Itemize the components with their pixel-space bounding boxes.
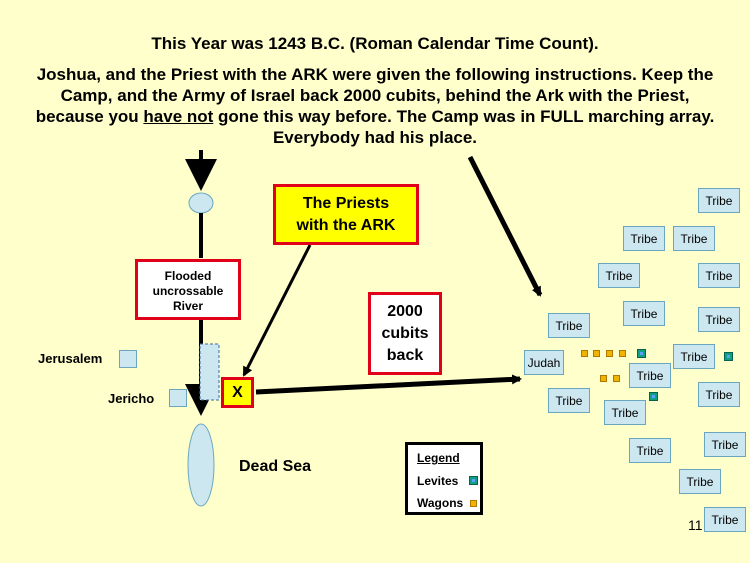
wagon-marker xyxy=(581,350,588,357)
river-source-lake xyxy=(189,193,213,213)
instructions-underlined: have not xyxy=(143,107,214,126)
ark-position-marker: X xyxy=(221,377,254,408)
river-line-2: uncrossable xyxy=(152,284,224,298)
tribe-box: Tribe xyxy=(679,469,721,494)
camp-pointer-arrow xyxy=(470,157,540,295)
levite-marker xyxy=(649,392,658,401)
dead-sea-label: Dead Sea xyxy=(239,458,312,475)
tribe-box: Tribe xyxy=(548,388,590,413)
levite-marker xyxy=(724,352,733,361)
crossing-area xyxy=(200,344,219,400)
jerusalem-marker xyxy=(119,350,137,368)
dead-sea-shape xyxy=(188,424,214,506)
tribe-box: Tribe xyxy=(698,188,740,213)
wagon-marker xyxy=(606,350,613,357)
cubits-back-box xyxy=(368,292,442,375)
tribe-box: Tribe xyxy=(704,507,746,532)
jerusalem-label: Jerusalem xyxy=(38,351,103,366)
instructions-text-2: gone this way before. The Camp was in FULL marching array. Everybody had his place. xyxy=(213,107,715,147)
tribe-box: Tribe xyxy=(598,263,640,288)
jericho-label: Jericho xyxy=(108,391,155,406)
priests-arrow xyxy=(244,245,310,375)
cubits-line-3: back xyxy=(386,347,424,364)
tribe-box: Tribe xyxy=(548,313,590,338)
legend-wagon-swatch xyxy=(470,500,477,507)
instructions-text-1: Joshua, and the Priest with the ARK were given the following instructions. Keep the Camp, and the Army of Israel back 2000 cubits, behind the Ark with the Priest, because you xyxy=(35,65,714,126)
wagon-marker xyxy=(593,350,600,357)
legend-levite-swatch xyxy=(469,476,478,485)
river-line-1: Flooded xyxy=(164,269,212,283)
cubits-line-2: cubits xyxy=(381,325,429,342)
tribe-box: Tribe xyxy=(704,432,746,457)
tribe-box: Tribe xyxy=(623,226,665,251)
tribe-box: Tribe xyxy=(698,382,740,407)
priests-with-ark-box xyxy=(273,184,419,245)
tribe-box: Tribe xyxy=(629,363,671,388)
wagon-marker xyxy=(613,375,620,382)
river-line-3: River xyxy=(172,299,204,313)
tribe-box: Tribe xyxy=(673,344,715,369)
tribe-box: Tribe xyxy=(673,226,715,251)
wagon-marker xyxy=(619,350,626,357)
tribe-box: Tribe xyxy=(629,438,671,463)
tribe-box: Tribe xyxy=(698,307,740,332)
levite-marker xyxy=(637,349,646,358)
slide-heading: This Year was 1243 B.C. (Roman Calendar Time Count). xyxy=(151,34,599,53)
legend-wagons-label: Wagons xyxy=(417,496,464,510)
camp-distance-arrow xyxy=(256,379,520,392)
priests-line-2: with the ARK xyxy=(296,217,396,234)
tribe-box: Tribe xyxy=(604,400,646,425)
flooded-river-box xyxy=(135,259,241,320)
legend-box xyxy=(405,442,483,515)
page-number: 11 xyxy=(688,517,703,533)
tribe-box: Tribe xyxy=(698,263,740,288)
legend-levites-label: Levites xyxy=(417,474,459,488)
judah-box: Judah xyxy=(524,350,564,375)
cubits-line-1: 2000 xyxy=(387,303,423,320)
jericho-marker xyxy=(169,389,187,407)
priests-line-1: The Priests xyxy=(302,195,390,212)
wagon-marker xyxy=(600,375,607,382)
tribe-box: Tribe xyxy=(623,301,665,326)
legend-title: Legend xyxy=(417,451,460,465)
